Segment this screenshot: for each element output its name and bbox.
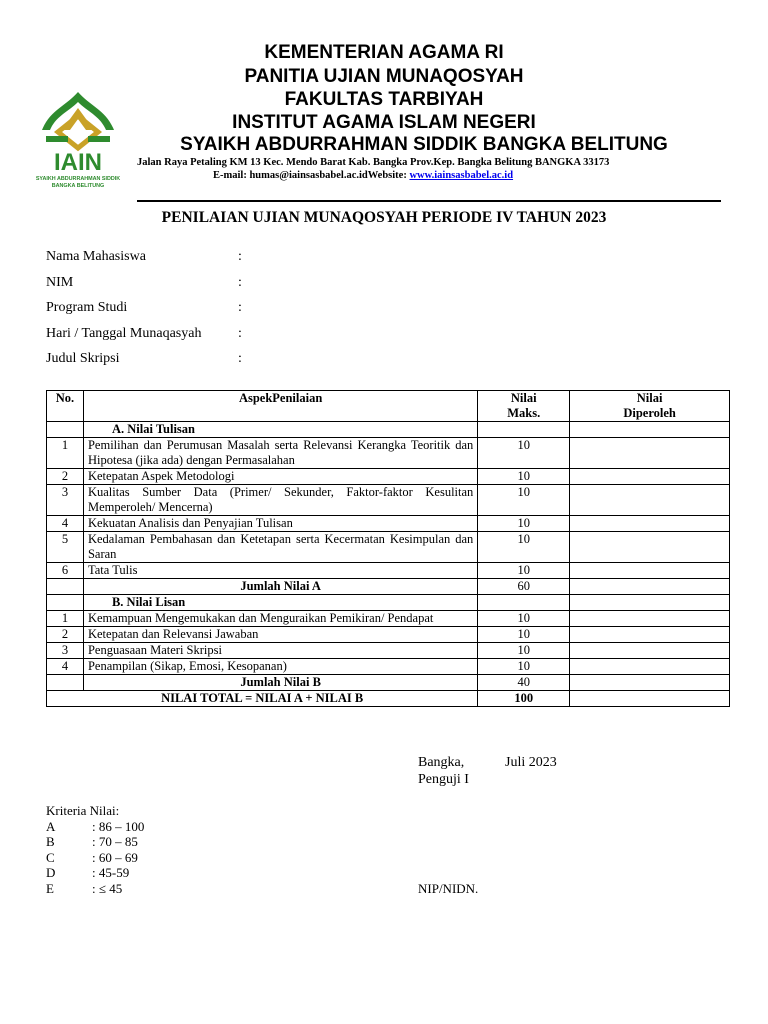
- header-address: Jalan Raya Petaling KM 13 Kec. Mendo Barat Kab. Bangka Prov.Kep. Bangka Belitung BANGKA 33173: [137, 157, 610, 168]
- criteria-grade: D: [46, 865, 56, 880]
- row-aspect: Kekuatan Analisis dan Penyajian Tulisan: [83, 516, 477, 532]
- header-contact: [213, 170, 513, 182]
- table-row: [47, 532, 730, 563]
- row-no: 4: [47, 516, 84, 532]
- subtotal-a-value: 60: [478, 579, 570, 595]
- score-cell[interactable]: [570, 516, 730, 532]
- row-max: 10: [478, 469, 570, 485]
- row-max: 10: [478, 438, 570, 469]
- header-score: [570, 391, 730, 422]
- row-max: 10: [478, 532, 570, 563]
- table-row: [47, 627, 730, 643]
- table-row: [47, 611, 730, 627]
- header-email: E-mail: humas@iainsasbabel.ac.idWebsite:: [213, 170, 410, 181]
- section-a-label: A. Nilai Tulisan: [83, 422, 477, 438]
- header-aspect: AspekPenilaian: [83, 391, 477, 422]
- row-no: 4: [47, 659, 84, 675]
- grand-total-row: [47, 691, 730, 707]
- row-no: 1: [47, 438, 84, 469]
- row-no: 5: [47, 532, 84, 563]
- signature-nip: NIP/NIDN.: [418, 881, 479, 896]
- row-aspect: Tata Tulis: [83, 563, 477, 579]
- score-cell[interactable]: [570, 627, 730, 643]
- grand-total-value: 100: [478, 691, 570, 707]
- criteria-grade: C: [46, 850, 55, 865]
- section-row-a: [47, 422, 730, 438]
- subtotal-b-value: 40: [478, 675, 570, 691]
- criteria-grade: E: [46, 881, 54, 896]
- criteria-range: : ≤ 45: [92, 881, 123, 896]
- header-rule: [137, 200, 721, 202]
- header-max-line1: Nilai: [510, 391, 537, 405]
- table-header-row: [47, 391, 730, 422]
- header-score-line2: Diperoleh: [623, 406, 676, 420]
- header-line-university: SYAIKH ABDURRAHMAN SIDDIK BANGKA BELITUNG: [180, 134, 668, 155]
- row-aspect: Kualitas Sumber Data (Primer/ Sekunder, Faktor-faktor Kesulitan Memperoleh/ Mencerna): [83, 485, 477, 516]
- subtotal-b-label: Jumlah Nilai B: [83, 675, 477, 691]
- svg-text:SYAIKH ABDURRAHMAN SIDDIK: SYAIKH ABDURRAHMAN SIDDIK: [35, 176, 121, 182]
- row-max: 10: [478, 516, 570, 532]
- row-aspect: Pemilihan dan Perumusan Masalah serta Relevansi Kerangka Teoritik dan Hipotesa (jika ada) dengan Permasalahan: [83, 438, 477, 469]
- row-max: 10: [478, 485, 570, 516]
- field-colon-name: :: [238, 249, 242, 264]
- score-cell[interactable]: [570, 485, 730, 516]
- row-no: 3: [47, 643, 84, 659]
- row-no: 2: [47, 627, 84, 643]
- field-label-program: Program Studi: [46, 300, 128, 315]
- score-cell[interactable]: [570, 675, 730, 691]
- score-cell[interactable]: [570, 438, 730, 469]
- criteria-grade: B: [46, 834, 55, 849]
- signature-place: Bangka,: [418, 755, 465, 770]
- field-label-thesis: Judul Skripsi: [46, 351, 120, 366]
- row-aspect: Kemampuan Mengemukakan dan Menguraikan Pemikiran/ Pendapat: [83, 611, 477, 627]
- score-cell[interactable]: [570, 643, 730, 659]
- row-max: 10: [478, 627, 570, 643]
- table-row: [47, 485, 730, 516]
- score-cell[interactable]: [570, 595, 730, 611]
- header-max: [478, 391, 570, 422]
- field-colon-thesis: :: [238, 351, 242, 366]
- row-aspect: Kedalaman Pembahasan dan Ketetapan serta Kecermatan Kesimpulan dan Saran: [83, 532, 477, 563]
- subtotal-a-label: Jumlah Nilai A: [83, 579, 477, 595]
- criteria-grade: A: [46, 819, 56, 834]
- row-max: 10: [478, 643, 570, 659]
- score-cell[interactable]: [570, 659, 730, 675]
- criteria-range: : 45-59: [92, 865, 130, 880]
- criteria-range: : 60 – 69: [92, 850, 138, 865]
- header-no: No.: [47, 391, 84, 422]
- row-aspect: Penampilan (Sikap, Emosi, Kesopanan): [83, 659, 477, 675]
- row-aspect: Ketepatan Aspek Metodologi: [83, 469, 477, 485]
- score-cell[interactable]: [570, 563, 730, 579]
- row-max: 10: [478, 611, 570, 627]
- row-no: 6: [47, 563, 84, 579]
- header-line-committee: PANITIA UJIAN MUNAQOSYAH: [244, 66, 524, 87]
- row-no: 2: [47, 469, 84, 485]
- table-row: [47, 469, 730, 485]
- subtotal-row-a: [47, 579, 730, 595]
- document-title: PENILAIAN UJIAN MUNAQOSYAH PERIODE IV TAHUN 2023: [161, 209, 607, 226]
- criteria-range: : 86 – 100: [92, 819, 145, 834]
- svg-text:BANGKA BELITUNG: BANGKA BELITUNG: [51, 183, 105, 189]
- field-label-name: Nama Mahasiswa: [46, 249, 146, 264]
- row-aspect: Ketepatan dan Relevansi Jawaban: [83, 627, 477, 643]
- website-link[interactable]: www.iainsasbabel.ac.id: [409, 170, 514, 181]
- score-cell[interactable]: [570, 469, 730, 485]
- header-line-institute: INSTITUT AGAMA ISLAM NEGERI: [232, 112, 536, 133]
- field-label-date: Hari / Tanggal Munaqasyah: [46, 326, 202, 341]
- score-cell[interactable]: [570, 579, 730, 595]
- row-max: 10: [478, 563, 570, 579]
- header-line-faculty: FAKULTAS TARBIYAH: [284, 89, 484, 110]
- row-no: 1: [47, 611, 84, 627]
- table-row: [47, 659, 730, 675]
- row-aspect: Penguasaan Materi Skripsi: [83, 643, 477, 659]
- signature-date: Juli 2023: [505, 755, 557, 770]
- grand-total-label: NILAI TOTAL = NILAI A + NILAI B: [47, 691, 478, 707]
- table-row: [47, 516, 730, 532]
- signature-examiner: Penguji I: [418, 772, 469, 787]
- logo-text: IAIN: [54, 149, 102, 176]
- table-row: [47, 643, 730, 659]
- assessment-table: [46, 390, 730, 707]
- header-max-line2: Maks.: [507, 406, 541, 420]
- criteria-title: Kriteria Nilai:: [46, 803, 120, 818]
- row-max: 10: [478, 659, 570, 675]
- section-row-b: [47, 595, 730, 611]
- field-label-nim: NIM: [46, 275, 74, 290]
- score-cell[interactable]: [570, 532, 730, 563]
- score-cell[interactable]: [570, 611, 730, 627]
- criteria-range: : 70 – 85: [92, 834, 138, 849]
- score-cell[interactable]: [570, 691, 730, 707]
- header-score-line1: Nilai: [636, 391, 663, 405]
- field-colon-program: :: [238, 300, 242, 315]
- subtotal-row-b: [47, 675, 730, 691]
- field-colon-date: :: [238, 326, 242, 341]
- header-line-ministry: KEMENTERIAN AGAMA RI: [264, 42, 504, 63]
- section-b-label: B. Nilai Lisan: [83, 595, 477, 611]
- score-cell[interactable]: [570, 422, 730, 438]
- table-row: [47, 438, 730, 469]
- row-no: 3: [47, 485, 84, 516]
- table-row: [47, 563, 730, 579]
- field-colon-nim: :: [238, 275, 242, 290]
